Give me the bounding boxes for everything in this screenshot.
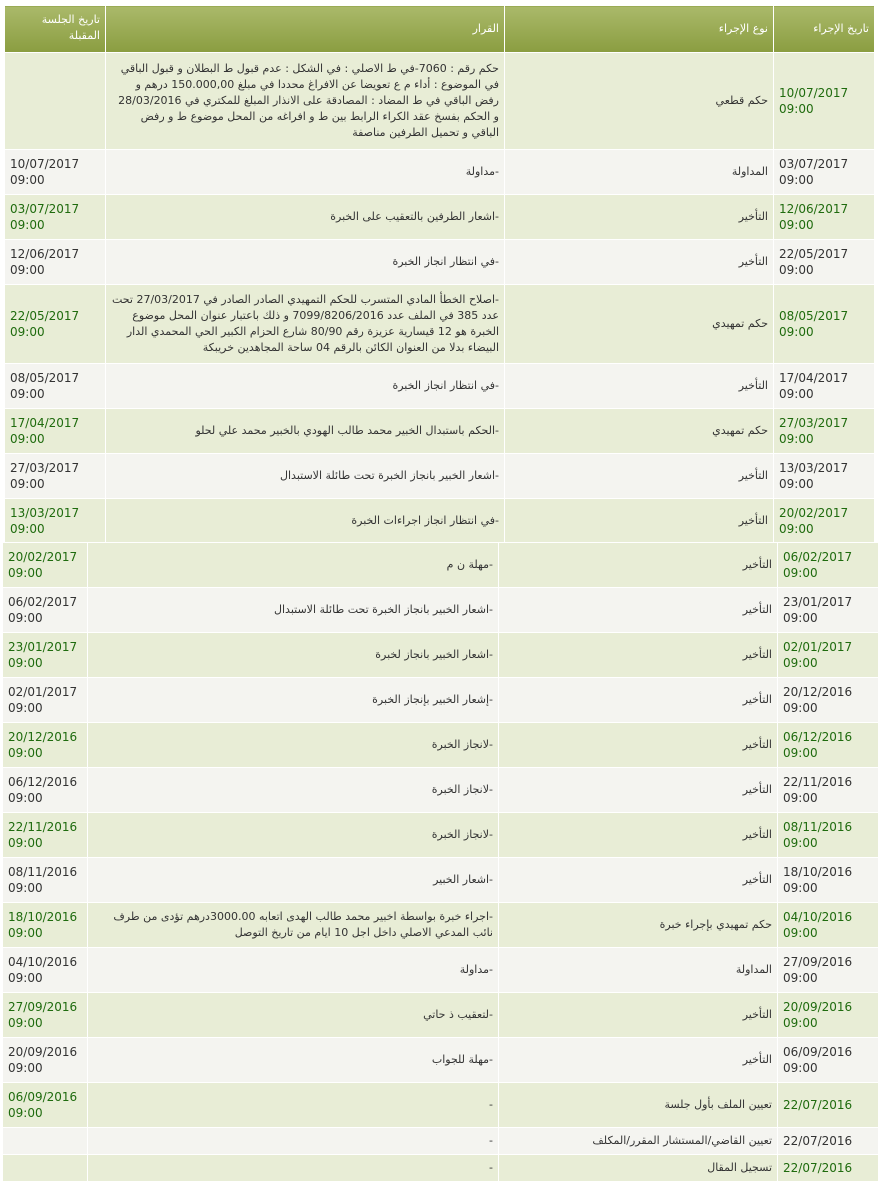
action-type-cell: التأخير bbox=[499, 678, 778, 723]
next-session-date: 27/03/2017 bbox=[10, 461, 80, 475]
decision-cell: -مداولة bbox=[106, 150, 505, 195]
table-row bbox=[3, 948, 879, 993]
action-date-cell bbox=[778, 948, 879, 993]
table-row bbox=[3, 858, 879, 903]
table-row bbox=[5, 150, 875, 195]
decision-cell: حكم رقم : 7060-في ط الاصلي : في الشكل : عدم قبول ط البطلان و قبول الباقي في الموضوع : أداء م ع تعويضا عن الافراغ محددا في مبلغ 150.000,00 درهم و رفض الباقي في ط المضاد : المصادقة على الانذار المبلغ للمكتري في 28/03/2016 و الحكم بفسخ عقد الكراء الرابط بين ط و افراغه من المحل موضوع ط و رفض الباقي و تحميل الطرفين مناصفة bbox=[106, 53, 505, 150]
action-time: 09:00 bbox=[783, 926, 818, 940]
table-row bbox=[5, 195, 875, 240]
action-type-cell: المداولة bbox=[499, 948, 778, 993]
next-session-cell bbox=[3, 813, 88, 858]
action-date: 12/06/2017 bbox=[779, 202, 849, 216]
table-row bbox=[5, 53, 875, 150]
action-date: 27/03/2017 bbox=[779, 416, 849, 430]
decision-cell: -اشعار الخبير bbox=[88, 858, 499, 903]
next-session-time: 09:00 bbox=[8, 566, 43, 580]
decision-cell: -لانجاز الخبرة bbox=[88, 768, 499, 813]
action-type-cell: تعيين القاضي/المستشار المقرر/المكلف bbox=[499, 1128, 778, 1155]
decision-cell: -في انتظار انجاز الخبرة bbox=[106, 240, 505, 285]
table-row bbox=[3, 678, 879, 723]
action-time: 09:00 bbox=[783, 791, 818, 805]
decision-cell: -اشعار الخبير بانجاز لخبرة bbox=[88, 633, 499, 678]
next-session-date: 04/10/2016 bbox=[8, 955, 78, 969]
action-date: 08/05/2017 bbox=[779, 309, 849, 323]
next-session-date: 06/09/2016 bbox=[8, 1090, 78, 1104]
action-date-cell bbox=[778, 1038, 879, 1083]
next-session-cell bbox=[5, 454, 106, 499]
next-session-date: 02/01/2017 bbox=[8, 685, 78, 699]
table-row bbox=[5, 364, 875, 409]
next-session-cell bbox=[3, 543, 88, 588]
action-date: 20/02/2017 bbox=[779, 506, 849, 520]
action-type-cell: التأخير bbox=[505, 195, 774, 240]
next-session-cell bbox=[3, 723, 88, 768]
action-date-cell bbox=[774, 240, 875, 285]
action-date-cell bbox=[778, 1083, 879, 1128]
next-session-time: 09:00 bbox=[10, 387, 45, 401]
action-time: 09:00 bbox=[783, 701, 818, 715]
next-session-time: 09:00 bbox=[8, 971, 43, 985]
action-date-cell bbox=[778, 1155, 879, 1182]
decision-cell: -مهلة للجواب bbox=[88, 1038, 499, 1083]
action-time: 09:00 bbox=[779, 218, 814, 232]
table-body-part2 bbox=[3, 543, 879, 1182]
header-decision: القرار bbox=[106, 6, 505, 53]
next-session-time: 09:00 bbox=[10, 263, 45, 277]
next-session-time: 09:00 bbox=[8, 926, 43, 940]
action-time: 09:00 bbox=[783, 611, 818, 625]
action-time: 09:00 bbox=[783, 881, 818, 895]
action-time: 09:00 bbox=[779, 477, 814, 491]
action-time: 09:00 bbox=[783, 566, 818, 580]
next-session-date: 06/02/2017 bbox=[8, 595, 78, 609]
action-type-cell: التأخير bbox=[505, 499, 774, 544]
table-row bbox=[3, 633, 879, 678]
action-date: 10/07/2017 bbox=[779, 86, 849, 100]
action-date: 13/03/2017 bbox=[779, 461, 849, 475]
next-session-time: 09:00 bbox=[8, 791, 43, 805]
action-time: 09:00 bbox=[783, 1016, 818, 1030]
decision-cell: -اجراء خبرة بواسطة اخبير محمد طالب الهدى اتعابه 3000.00درهم تؤدى من طرف نائب المدعي الاصلي داخل اجل 10 ايام من تاريخ التوصل bbox=[88, 903, 499, 948]
next-session-time: 09:00 bbox=[8, 836, 43, 850]
action-date-cell bbox=[774, 454, 875, 499]
next-session-time: 09:00 bbox=[8, 701, 43, 715]
next-session-date: 23/01/2017 bbox=[8, 640, 78, 654]
next-session-date: 22/11/2016 bbox=[8, 820, 78, 834]
action-date: 22/11/2016 bbox=[783, 775, 853, 789]
table-row bbox=[3, 543, 879, 588]
action-time: 09:00 bbox=[783, 746, 818, 760]
action-type-cell: التأخير bbox=[505, 454, 774, 499]
action-time: 09:00 bbox=[783, 971, 818, 985]
next-session-cell bbox=[3, 903, 88, 948]
action-time: 09:00 bbox=[783, 656, 818, 670]
table-row bbox=[3, 1155, 879, 1182]
next-session-time: 09:00 bbox=[8, 611, 43, 625]
action-time: 09:00 bbox=[779, 173, 814, 187]
action-time: 09:00 bbox=[779, 387, 814, 401]
action-time: 09:00 bbox=[779, 263, 814, 277]
next-session-time: 09:00 bbox=[10, 325, 45, 339]
table-row bbox=[3, 813, 879, 858]
table-row bbox=[5, 240, 875, 285]
table-row bbox=[3, 723, 879, 768]
action-date-cell bbox=[774, 409, 875, 454]
next-session-cell bbox=[3, 993, 88, 1038]
table-row bbox=[3, 993, 879, 1038]
next-session-time: 09:00 bbox=[8, 1106, 43, 1120]
action-date: 22/05/2017 bbox=[779, 247, 849, 261]
header-action-type: نوع الإجراء bbox=[505, 6, 774, 53]
next-session-cell bbox=[3, 1038, 88, 1083]
table-row bbox=[3, 903, 879, 948]
action-type-cell: المداولة bbox=[505, 150, 774, 195]
action-date: 17/04/2017 bbox=[779, 371, 849, 385]
next-session-time: 09:00 bbox=[10, 173, 45, 187]
action-date-cell bbox=[774, 364, 875, 409]
action-date: 06/02/2017 bbox=[783, 550, 853, 564]
next-session-cell bbox=[3, 1128, 88, 1155]
action-type-cell: تسجيل المقال bbox=[499, 1155, 778, 1182]
action-date: 20/09/2016 bbox=[783, 1000, 853, 1014]
decision-cell: -لتعقيب ذ حاتي bbox=[88, 993, 499, 1038]
next-session-cell bbox=[5, 195, 106, 240]
action-date-cell bbox=[774, 150, 875, 195]
next-session-cell bbox=[3, 1155, 88, 1182]
action-type-cell: التأخير bbox=[499, 633, 778, 678]
action-date-cell bbox=[774, 195, 875, 240]
action-type-cell: التأخير bbox=[499, 588, 778, 633]
action-date-cell bbox=[774, 53, 875, 150]
action-date-cell bbox=[774, 499, 875, 544]
action-date-cell bbox=[778, 678, 879, 723]
decision-cell: -لانجاز الخبرة bbox=[88, 723, 499, 768]
next-session-cell bbox=[5, 285, 106, 364]
action-time: 09:00 bbox=[783, 1061, 818, 1075]
action-date-cell bbox=[778, 813, 879, 858]
action-type-cell: التأخير bbox=[499, 723, 778, 768]
action-time: 09:00 bbox=[779, 522, 814, 536]
next-session-cell bbox=[3, 1083, 88, 1128]
action-date: 06/12/2016 bbox=[783, 730, 853, 744]
action-date-cell bbox=[778, 903, 879, 948]
decision-cell: -اشعار الخبير بانجاز الخبرة تحت طائلة الاستبدال bbox=[106, 454, 505, 499]
next-session-date: 06/12/2016 bbox=[8, 775, 78, 789]
action-date: 22/07/2016 bbox=[783, 1134, 853, 1148]
next-session-time: 09:00 bbox=[8, 656, 43, 670]
next-session-time: 09:00 bbox=[10, 218, 45, 232]
action-type-cell: حكم تمهيدي bbox=[505, 285, 774, 364]
procedures-table bbox=[4, 5, 875, 544]
action-time: 09:00 bbox=[779, 432, 814, 446]
next-session-date: 27/09/2016 bbox=[8, 1000, 78, 1014]
action-date-cell bbox=[778, 768, 879, 813]
next-session-date: 18/10/2016 bbox=[8, 910, 78, 924]
action-type-cell: حكم تمهيدي بإجراء خبرة bbox=[499, 903, 778, 948]
table-row bbox=[5, 454, 875, 499]
action-type-cell: حكم تمهيدي bbox=[505, 409, 774, 454]
table-row bbox=[3, 768, 879, 813]
next-session-date: 12/06/2017 bbox=[10, 247, 80, 261]
decision-cell: -اصلاح الخطأ المادي المتسرب للحكم التمهيدي الصادر الصادر في 27/03/2017 تحت عدد 385 في الملف عدد 7099/8206/2016 و ذلك باعتبار عنوان المحل موضوع الخبرة هو 12 قيسارية عزيزة رقم 80/90 شارع الحزام الكبير الحي المحمدي الدار البيضاء بدلا من العنوان الكائن بالرقم 04 ساحة المجاهدين خريبكة bbox=[106, 285, 505, 364]
next-session-time: 09:00 bbox=[8, 881, 43, 895]
action-date: 23/01/2017 bbox=[783, 595, 853, 609]
action-date: 22/07/2016 bbox=[783, 1098, 853, 1112]
action-type-cell: التأخير bbox=[505, 240, 774, 285]
next-session-time: 09:00 bbox=[8, 746, 43, 760]
next-session-time: 09:00 bbox=[10, 477, 45, 491]
action-date-cell bbox=[778, 993, 879, 1038]
next-session-date: 22/05/2017 bbox=[10, 309, 80, 323]
table-row bbox=[5, 499, 875, 544]
action-time: 09:00 bbox=[779, 325, 814, 339]
table-row bbox=[3, 1128, 879, 1155]
decision-cell: -مهلة ن م bbox=[88, 543, 499, 588]
action-date: 04/10/2016 bbox=[783, 910, 853, 924]
action-time: 09:00 bbox=[783, 836, 818, 850]
next-session-date: 20/12/2016 bbox=[8, 730, 78, 744]
next-session-time: 09:00 bbox=[10, 432, 45, 446]
decision-cell: - bbox=[88, 1128, 499, 1155]
page-edge bbox=[879, 542, 895, 720]
action-type-cell: التأخير bbox=[499, 1038, 778, 1083]
action-date: 08/11/2016 bbox=[783, 820, 853, 834]
decision-cell: -لانجاز الخبرة bbox=[88, 813, 499, 858]
next-session-cell bbox=[3, 678, 88, 723]
action-type-cell: حكم قطعي bbox=[505, 53, 774, 150]
table-row bbox=[5, 409, 875, 454]
action-date: 03/07/2017 bbox=[779, 157, 849, 171]
action-date: 18/10/2016 bbox=[783, 865, 853, 879]
action-date-cell bbox=[778, 588, 879, 633]
action-type-cell: التأخير bbox=[499, 858, 778, 903]
action-date: 06/09/2016 bbox=[783, 1045, 853, 1059]
next-session-cell bbox=[5, 150, 106, 195]
next-session-cell bbox=[3, 633, 88, 678]
next-session-date: 08/05/2017 bbox=[10, 371, 80, 385]
procedures-table-continued bbox=[2, 542, 879, 1182]
decision-cell: - bbox=[88, 1155, 499, 1182]
next-session-cell bbox=[3, 768, 88, 813]
header-action-date: تاريخ الإجراء bbox=[774, 6, 875, 53]
header-next-session: تاريخ الجلسة المقبلة bbox=[5, 6, 106, 53]
decision-cell: -اشعار الطرفين بالتعقيب على الخبرة bbox=[106, 195, 505, 240]
decision-cell: -الحكم باستبدال الخبير محمد طالب الهودي بالخبير محمد علي لحلو bbox=[106, 409, 505, 454]
next-session-cell bbox=[3, 588, 88, 633]
next-session-date: 10/07/2017 bbox=[10, 157, 80, 171]
action-date: 02/01/2017 bbox=[783, 640, 853, 654]
next-session-date: 03/07/2017 bbox=[10, 202, 80, 216]
next-session-date: 13/03/2017 bbox=[10, 506, 80, 520]
action-date-cell bbox=[778, 633, 879, 678]
next-session-date: 08/11/2016 bbox=[8, 865, 78, 879]
table-body-part1 bbox=[5, 53, 875, 544]
action-type-cell: التأخير bbox=[499, 993, 778, 1038]
action-date-cell bbox=[778, 858, 879, 903]
next-session-time: 09:00 bbox=[8, 1061, 43, 1075]
decision-cell: -اشعار الخبير بانجاز الخبرة تحت طائلة الاستبدال bbox=[88, 588, 499, 633]
decision-cell: -إشعار الخبير بإنجاز الخبرة bbox=[88, 678, 499, 723]
next-session-cell bbox=[5, 53, 106, 150]
next-session-cell bbox=[5, 240, 106, 285]
action-type-cell: التأخير bbox=[505, 364, 774, 409]
table-row bbox=[3, 1083, 879, 1128]
table-row bbox=[3, 588, 879, 633]
next-session-cell bbox=[3, 858, 88, 903]
table-row bbox=[3, 1038, 879, 1083]
action-time: 09:00 bbox=[779, 102, 814, 116]
action-date: 20/12/2016 bbox=[783, 685, 853, 699]
action-type-cell: التأخير bbox=[499, 813, 778, 858]
action-date-cell bbox=[778, 723, 879, 768]
next-session-time: 09:00 bbox=[10, 522, 45, 536]
decision-cell: -مداولة bbox=[88, 948, 499, 993]
next-session-cell bbox=[5, 364, 106, 409]
next-session-date: 17/04/2017 bbox=[10, 416, 80, 430]
action-type-cell: تعيين الملف بأول جلسة bbox=[499, 1083, 778, 1128]
decision-cell: -في انتظار انجاز الخبرة bbox=[106, 364, 505, 409]
next-session-cell bbox=[5, 409, 106, 454]
action-type-cell: التأخير bbox=[499, 543, 778, 588]
action-date-cell bbox=[778, 1128, 879, 1155]
next-session-date: 20/02/2017 bbox=[8, 550, 78, 564]
action-date-cell bbox=[774, 285, 875, 364]
table-header-row bbox=[5, 6, 875, 53]
table-row bbox=[5, 285, 875, 364]
next-session-cell bbox=[5, 499, 106, 544]
decision-cell: -في انتظار انجاز اجراءات الخبرة bbox=[106, 499, 505, 544]
action-date: 22/07/2016 bbox=[783, 1161, 853, 1175]
next-session-time: 09:00 bbox=[8, 1016, 43, 1030]
next-session-cell bbox=[3, 948, 88, 993]
action-date: 27/09/2016 bbox=[783, 955, 853, 969]
next-session-date: 20/09/2016 bbox=[8, 1045, 78, 1059]
action-type-cell: التأخير bbox=[499, 768, 778, 813]
decision-cell: - bbox=[88, 1083, 499, 1128]
action-date-cell bbox=[778, 543, 879, 588]
